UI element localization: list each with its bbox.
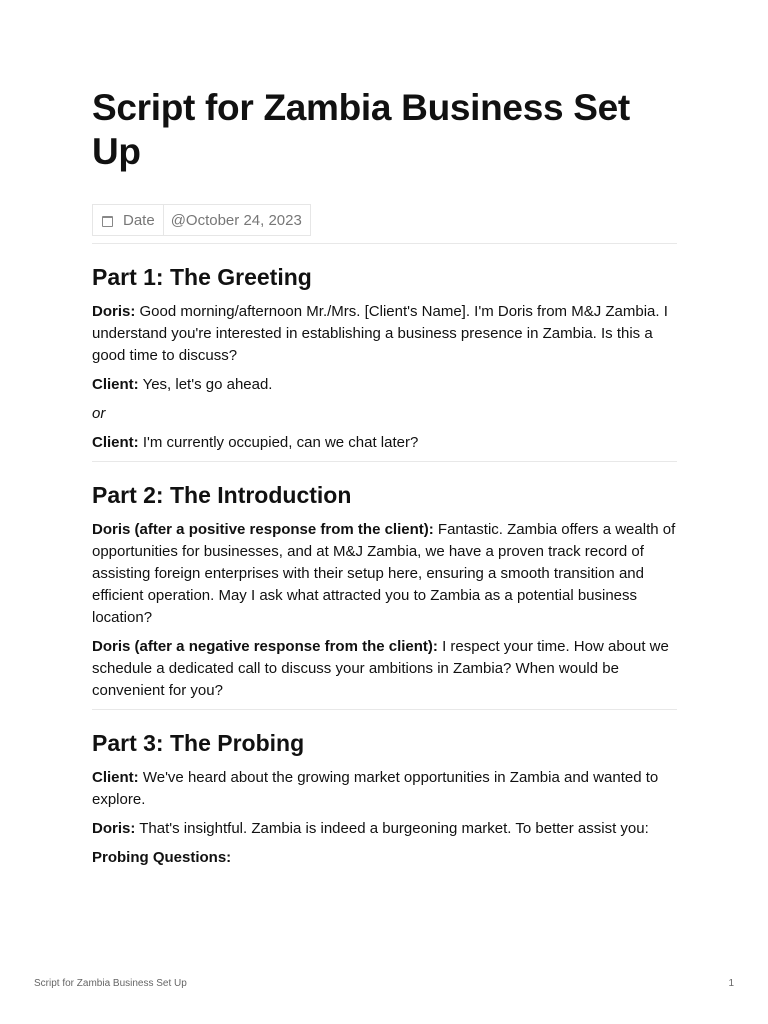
dialogue-line <box>92 374 677 396</box>
dialogue-text: I respect your time. How about we schedule a dedicated call to discuss your ambitions in Zambia? When would be convenient for you? <box>92 638 669 699</box>
dialogue-line <box>92 767 677 811</box>
divider <box>92 461 677 462</box>
speaker-label: Doris (after a positive response from the client): <box>92 521 434 538</box>
calendar-icon <box>102 216 113 227</box>
section-heading: Part 3: The Probing <box>92 730 305 756</box>
document-title: Script for Zambia Business Set Up <box>92 87 630 172</box>
dialogue-text: That's insightful. Zambia is indeed a burgeoning market. To better assist you: <box>135 820 649 837</box>
dialogue-line <box>92 636 677 702</box>
section-heading: Part 2: The Introduction <box>92 482 352 508</box>
footer-page-number: 1 <box>728 978 734 989</box>
dialogue-text: We've heard about the growing market opportunities in Zambia and wanted to explore. <box>92 769 659 808</box>
section-heading: Part 1: The Greeting <box>92 264 312 290</box>
divider <box>92 243 677 244</box>
speaker-label: Doris: <box>92 303 136 320</box>
dialogue-line <box>92 301 677 367</box>
dialogue-text: or <box>92 405 106 422</box>
dialogue-line <box>92 432 677 454</box>
speaker-label: Doris: <box>92 820 136 837</box>
property-value[interactable]: @October 24, 2023 <box>170 211 302 229</box>
dialogue-line <box>92 519 677 629</box>
dialogue-line <box>92 847 677 869</box>
property-name-label: Date <box>123 211 155 229</box>
dialogue-line <box>92 818 677 840</box>
dialogue-text: Yes, let's go ahead. <box>138 376 273 393</box>
dialogue-text: I'm currently occupied, can we chat later? <box>138 434 419 451</box>
divider <box>92 709 677 710</box>
date-property <box>92 204 311 236</box>
dialogue-text: Fantastic. Zambia offers a wealth of opportunities for businesses, and at M&J Zambia, we have a proven track record of assisting foreign enterprises with their setup here, ensuring a smooth transition and efficient operation. May I ask what attracted you to Zambia as a potential business location? <box>92 521 676 626</box>
dialogue-text: Good morning/afternoon Mr./Mrs. [Client's Name]. I'm Doris from M&J Zambia. I understand you're interested in establishing a business presence in Zambia. Is this a good time to discuss? <box>92 303 668 364</box>
property-name <box>93 205 164 235</box>
document-page <box>92 86 677 876</box>
speaker-label: Doris (after a negative response from the client): <box>92 638 438 655</box>
speaker-label: Client: <box>92 769 139 786</box>
speaker-label: Client: <box>92 376 139 393</box>
dialogue-line <box>92 403 677 425</box>
speaker-label: Client: <box>92 434 139 451</box>
speaker-label: Probing Questions: <box>92 849 232 866</box>
footer-doc-title: Script for Zambia Business Set Up <box>34 978 187 989</box>
